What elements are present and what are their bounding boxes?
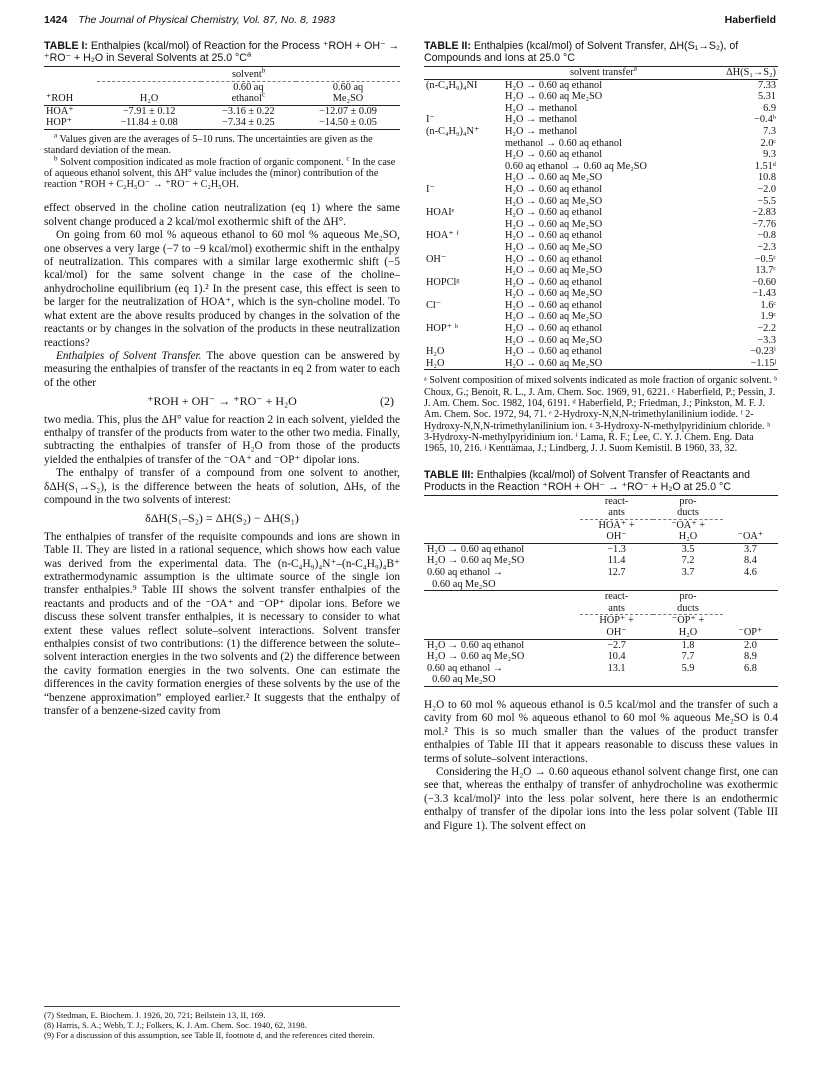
table-row: HOAIᵉ H₂O → 0.60 aq ethanol −2.83 (426, 207, 776, 219)
table-row: I⁻ H₂O → methanol −0.4ᵇ (426, 114, 776, 126)
paragraph: The enthalpies of transfer of the requisite compounds and ions are shown in Table II. They are listed in a rational sequence, which shows how each value was derived from the experimental data. The (n-C₄H₉)₄N⁺–(n-C₄H₉)₄B⁺ extrathermodynamic assumption is the ultimate source of the single ion transfer enthalpies.⁹ Table III shows the solvent transfer enthalpies of the reactants and products and of the ⁻OA⁺ and ⁻OP⁺ dipolar ions. Before we discuss these solvent transfer enthalpies, it is necessary to consider to what extent these values reflect solute–solvent interactions. Solvent transfer enthalpies consist of two contributions: (1) the difference between the solute–solvent interaction energies in the two solvents and (2) the difference between the cavity formation energies in the two solvents. One can estimate the differences in the cavity formation energies of these solvents by the use of the “benzene approximation” employed earlier.² It suggests that the enthalpy of transfer of a benzene-sized cavity from (44, 530, 400, 718)
right-column (424, 40, 778, 833)
journal-title: The Journal of Physical Chemistry, Vol. 87, No. 8, 1983 (78, 14, 336, 26)
table2: solvent transfer$^a$ ΔH(S₁→S₂) (n-C₄H₉)₄NI H₂O → 0.60 aq ethanol 7.33 H₂O → 0.60 aq Me₂SO 5.31 H₂O → methanol 6.9 I⁻ H₂O → methanol −0.4ᵇ (n-C₄H₉)₄N⁺ H₂O → methanol 7.3 methanol → 0.60 aq ethanol 2.0ᶜ H₂O → 0.60 aq ethanol 9.3 0.60 aq ethanol → 0.60 aq Me₂SO 1.51ᵈ H₂O → 0.60 aq Me₂SO 10.8 I⁻ H₂O → 0.60 aq ethanol −2.0 H₂O → 0.60 aq Me₂SO −5.5 HOAIᵉ H₂O → 0.60 aq ethanol −2.83 H₂O → 0.60 aq Me₂SO −7.76 HOA⁺ ᶠ H₂O → 0.60 aq ethanol −0.8 H₂O → 0.60 aq Me₂SO −2.3 OH⁻ H₂O → 0.60 aq ethanol −0.5ᶜ H₂O → 0.60 aq Me₂SO 13.7ᶜ HOPClᵍ H₂O → 0.60 aq ethanol −0.60 H₂O → 0.60 aq Me₂SO −1.43 Cl⁻ H₂O → 0.60 aq ethanol 1.6ᶜ H₂O → 0.60 aq Me₂SO 1.9ᶜ HOP⁺ ʰ H₂O → 0.60 aq ethanol −2.2 H₂O → 0.60 aq Me₂SO −3.3 H₂O H₂O → 0.60 aq ethanol −0.23ⁱ H₂O H₂O → 0.60 aq Me₂SO −1.15ʲ (426, 64, 776, 369)
paragraph: effect observed in the choline cation neutralization (eq 1) where the same solvent change produced a 2 kcal/mol exothermic shift of the ΔH°. (44, 202, 400, 228)
table-row: H₂O → 0.60 aq ethanol −2.7 1.8 2.0 (427, 639, 757, 651)
table-row: H₂O → 0.60 aq Me₂SO −3.3 (504, 334, 776, 346)
table-row: HOA⁺ −7.91 ± 0.12 −3.16 ± 0.22 −12.07 ± 0.09 (46, 105, 377, 117)
table-row: HOP⁺ −11.84 ± 0.08 −7.34 ± 0.25 −14.50 ± 0.05 (44, 117, 400, 129)
table-row: H₂O → 0.60 aq ethanol 9.3 (504, 149, 776, 161)
table-row: H₂O → 0.60 aq Me₂SO 11.4 7.2 8.4 (427, 555, 757, 567)
references: (7) Stedman, E. Biochem. J. 1926, 20, 721; Beilstein 13, II, 169. (8) Harris, S. A.; Webb, T. J.; Folkers, K. J. Am. Chem. Soc. 1940, 62, 3198. (9) For a discussion of this assumption, see Table II, footnote d, and the references cited therein. (44, 1006, 400, 1040)
paragraph: On going from 60 mol % aqueous ethanol to 60 mol % aqueous Me₂SO, one observes a very large (−7 to −9 kcal/mol) exothermic shift in the enthalpy of neutralization. This compares with a similar large exothermic shift (−5 kcal/mol) for the same solvent change in the case of the choline–anhydrocholine equilibrium (eq 1).² In the present case, this effect is seen to be larger for the neutralization of HOA⁺, which is the syn-choline model. To what extent are the above results produced by changes in the solvation of the reactants or by changes in the solvation of the products in these neutralization reactions? (44, 229, 400, 349)
table-row: 0.60 aq ethanol → 0.60 aq Me₂SO 12.7 3.7 4.6 (424, 567, 778, 591)
table-row: 0.60 aq ethanol → 0.60 aq Me₂SO 1.51ᵈ (504, 160, 776, 172)
table-row: H₂O → 0.60 aq Me₂SO −7.76 (504, 218, 776, 230)
table-row: H₂O → 0.60 aq Me₂SO −1.43 (504, 288, 776, 300)
table-row: I⁻ H₂O → 0.60 aq ethanol −2.0 (426, 183, 776, 195)
table2-caption: TABLE II: Enthalpies (kcal/mol) of Solvent Transfer, ΔH(S₁→S₂), of Compounds and Ions at 25.0 °C (424, 40, 739, 64)
paragraph: H₂O to 60 mol % aqueous ethanol is 0.5 kcal/mol and the transfer of such a cavity from 60 mol % aqueous ethanol to 60 mol % aqueous Me₂SO is 0.4 mol.² This is so much smaller than the values of the product transfer enthalpies of Table III that it appears reasonable to discuss these values in terms of solute–solvent interactions. (424, 699, 778, 765)
page-header (44, 14, 776, 28)
table3: react- ants pro- ducts HOA⁺ + OH⁻ ⁻OA⁺ + H₂O ⁻OA⁺ H₂O → 0.60 aq ethanol −1.3 3.5 3.7 H₂O → 0.60 aq Me₂SO 11.4 7.2 8.4 0.60 aq ethanol → 0.60 aq Me₂SO 12.7 3.7 4.6 react- ants pro- ducts HOP⁺ + OH⁻ ⁻OP⁺ + H₂O ⁻OP⁺ H₂O → 0.60 aq ethanol −2.7 1.8 2.0 H₂O → 0.60 aq Me₂SO 10.4 7.7 8.9 0.60 aq ethanol → 0.60 aq Me₂SO 13.1 5.9 6.8 (424, 495, 778, 688)
equation-2: ⁺ROH + OH⁻ → ⁺RO⁻ + H₂O (2) (147, 394, 394, 409)
table1-caption: TABLE I: Enthalpies (kcal/mol) of Reaction for the Process ⁺ROH + OH⁻ → ⁺RO⁻ + H₂O in Several Solvents at 25.0 $^\circ C^a$ (44, 40, 400, 64)
table-row: H₂O → 0.60 aq Me₂SO 10.8 (504, 172, 776, 184)
table-row: H₂O → 0.60 aq ethanol −1.3 3.5 3.7 (427, 543, 757, 555)
paragraph: The enthalpy of transfer of a compound from one solvent to another, δΔH(S₁→S₂), is the difference between the heats of solution, ΔHs, of the compound in the two solvents of interest: (44, 467, 400, 506)
table-row: HOPClᵍ H₂O → 0.60 aq ethanol −0.60 (426, 276, 776, 288)
table-row: methanol → 0.60 aq ethanol 2.0ᶜ (504, 137, 776, 149)
table-row: H₂O → 0.60 aq Me₂SO 13.7ᶜ (504, 265, 776, 277)
table-row: (n-C₄H₉)₄N⁺ H₂O → methanol 7.3 (426, 125, 776, 137)
table-row: H₂O H₂O → 0.60 aq ethanol −0.23ⁱ (426, 346, 776, 358)
table1: solvent$^b$ ⁺ROH H₂O 0.60 aq ethanol$^c$ 0.60 aq Me₂SO HOA⁺ −7.91 ± 0.12 −3.16 ± 0.22 −12.07 ± 0.09 HOP⁺ −11.84 ± 0.08 −7.34 ± 0.25 −14.50 ± 0.05 (44, 66, 400, 130)
table-row: H₂O → methanol 6.9 (504, 102, 776, 114)
table3-caption: TABLE III: Enthalpies (kcal/mol) of Solvent Transfer of Reactants and Products in the Reaction ⁺ROH + OH⁻ → ⁺RO⁻ + H₂O at 25.0 °C (424, 468, 750, 493)
paragraph: Considering the H₂O → 0.60 aqueous ethanol solvent change first, one can see that, whereas the enthalpy of transfer of anhydrocholine was exothermic (−3.3 kcal/mol)² into the less polar solvent, here there is an endothermic enthalpy of transfer of the dipolar ions into the less polar solvent (Table III and Figure 1). The solvent effect on (424, 766, 778, 832)
table-row: OH⁻ H₂O → 0.60 aq ethanol −0.5ᶜ (426, 253, 776, 265)
table-row: H₂O → 0.60 aq Me₂SO 5.31 (504, 91, 776, 103)
table-row: H₂O → 0.60 aq Me₂SO 1.9ᶜ (504, 311, 776, 323)
paragraph: Enthalpies of Solvent Transfer. The above question can be answered by measuring the enthalpies of transfer of the reactants in eq 2 from water to each of the other (44, 349, 400, 389)
table-row: H₂O → 0.60 aq Me₂SO −5.5 (504, 195, 776, 207)
table-row: HOP⁺ ʰ H₂O → 0.60 aq ethanol −2.2 (426, 323, 776, 335)
table-row: H₂O → 0.60 aq Me₂SO −2.3 (504, 241, 776, 253)
equation-transfer: δΔH(S₁–S₂) = ΔH(S₂) − ΔH(S₁) (145, 511, 299, 526)
running-author: Haberfield (724, 14, 776, 26)
t1-rowhead: ⁺ROH (46, 93, 74, 105)
table1-footnotes: $^a$ Values given are the averages of 5–10 runs. The uncertainties are given as the standard deviation of the mean. $^b$ Solvent composition indicated as mole fraction of organic component. $^c$ In the case of aqueous ethanol solvent, this ΔH° value includes the (minor) contribution of the reaction ⁺ROH + C₂H₅O⁻ → ⁺RO⁻ + C₂H₅OH. (44, 131, 396, 191)
table-row: Cl⁻ H₂O → 0.60 aq ethanol 1.6ᶜ (426, 299, 776, 311)
left-column (44, 40, 400, 718)
table2-footnotes: ᵃ Solvent composition of mixed solvents indicated as mole fraction of organic solvent. ᵇ Choux, G.; Benoit, R. L., J. Am. Chem. Soc. 1969, 91, 6221. ᶜ Haberfield, P.; Pessin, J. J. Am. Chem. Soc. 1982, 104, 6191. ᵈ Haberfield, P.; Friedman, J.; Pinkston, M. F. J. Am. Chem. Soc. 1972, 94, 71. ᵉ 2-Hydroxy-N,N,N-trimethylanilinium iodide. ᶠ 2-Hydroxy-N,N,N-trimethylanilinium ion. ᵍ 3-Hydroxy-N-methylpyridinium chloride. ʰ 3-Hydroxy-N-methylpyridinium ion. ⁱ Lama, R. F.; Lee, C. Y. J. Chem. Eng. Data 1965, 10, 216. ʲ Kenttämaa, J.; Lindberg, J. J. Suom Kemistil. B 1960, 33, 32. (424, 375, 778, 455)
paragraph: two media. This, plus the ΔH° value for reaction 2 in each solvent, yielded the enthalpy of transfer of the products from water to the other two media. Finally, subtracting the enthalpies of transfer of H₂O from those of the products yielded the enthalpies of transfer of the ⁻OA⁺ and ⁻OP⁺ dipolar ions. (44, 413, 400, 466)
table-row: H₂O → 0.60 aq Me₂SO 10.4 7.7 8.9 (427, 651, 757, 663)
table-row: 0.60 aq ethanol → 0.60 aq Me₂SO 13.1 5.9 6.8 (424, 663, 778, 687)
table-row: HOA⁺ ᶠ H₂O → 0.60 aq ethanol −0.8 (426, 230, 776, 242)
table-row: H₂O H₂O → 0.60 aq Me₂SO −1.15ʲ (426, 357, 776, 369)
page-number: 1424 (44, 14, 68, 26)
table-row: (n-C₄H₉)₄NI H₂O → 0.60 aq ethanol 7.33 (426, 79, 776, 91)
